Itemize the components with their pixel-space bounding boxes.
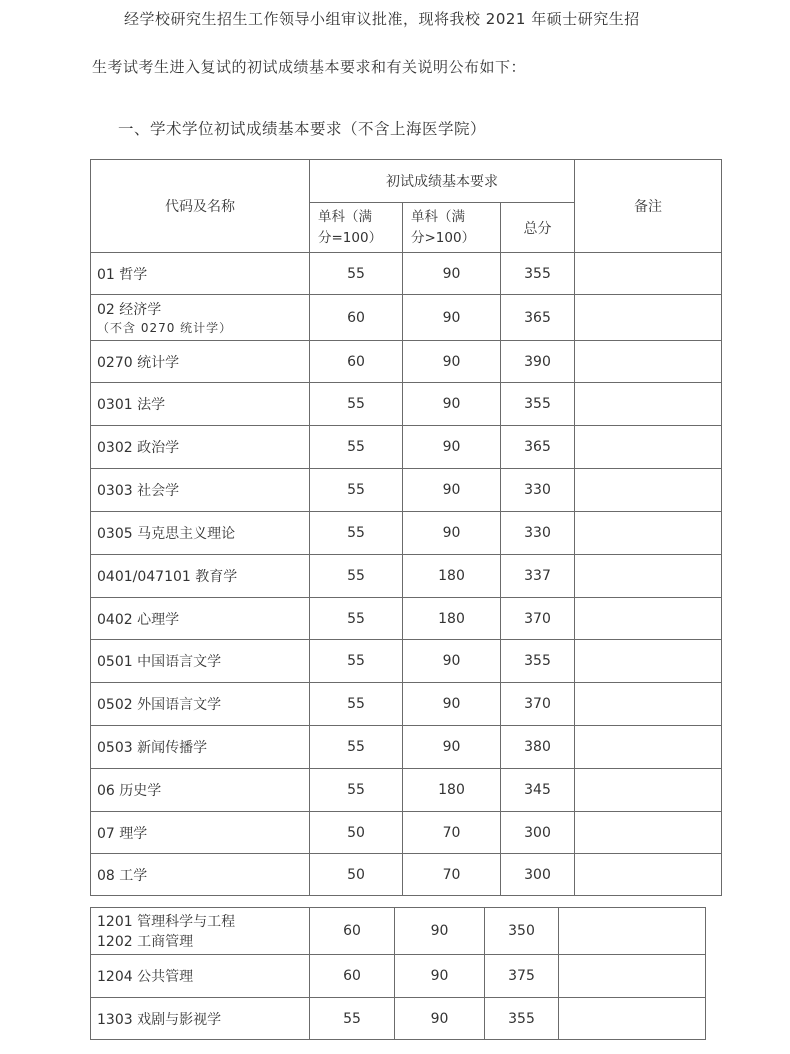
table-row bbox=[91, 640, 722, 683]
cell-remark bbox=[575, 640, 722, 683]
cell-code-name: 1204 公共管理 bbox=[91, 955, 310, 998]
cell-total: 350 bbox=[485, 908, 559, 955]
cell-single-gt100: 180 bbox=[403, 555, 501, 598]
header-total: 总分 bbox=[501, 203, 575, 253]
cell-single-gt100: 90 bbox=[403, 426, 501, 469]
table-row bbox=[91, 769, 722, 812]
cell-code-name: 1303 戏剧与影视学 bbox=[91, 998, 310, 1040]
cell-remark bbox=[559, 955, 706, 998]
table-row bbox=[91, 512, 722, 555]
cell-total: 355 bbox=[501, 253, 575, 295]
cell-remark bbox=[559, 998, 706, 1040]
cell-code-name: 01 哲学 bbox=[91, 253, 310, 295]
intro-line-1: 经学校研究生招生工作领导小组审议批准，现将我校 2021 年硕士研究生招 bbox=[124, 10, 640, 28]
cell-remark bbox=[575, 683, 722, 726]
cell-code-name: 02 经济学 （不含 0270 统计学） bbox=[91, 295, 310, 341]
cell-single-100: 60 bbox=[310, 295, 403, 341]
cell-total: 330 bbox=[501, 469, 575, 512]
cell-single-100: 55 bbox=[310, 769, 403, 812]
cell-code-name: 0303 社会学 bbox=[91, 469, 310, 512]
table-row bbox=[91, 812, 722, 854]
cell-remark bbox=[575, 854, 722, 896]
cell-code-name: 0501 中国语言文学 bbox=[91, 640, 310, 683]
cell-single-100: 55 bbox=[310, 469, 403, 512]
table-row bbox=[91, 426, 722, 469]
header-code-name: 代码及名称 bbox=[91, 160, 310, 253]
cell-single-100: 55 bbox=[310, 253, 403, 295]
cell-single-gt100: 90 bbox=[403, 341, 501, 383]
cell-single-100: 55 bbox=[310, 598, 403, 640]
table-row bbox=[91, 908, 706, 955]
cell-total: 337 bbox=[501, 555, 575, 598]
cell-code-name: 0502 外国语言文学 bbox=[91, 683, 310, 726]
table-row bbox=[91, 253, 722, 295]
table-row bbox=[91, 555, 722, 598]
cell-single-100: 55 bbox=[310, 512, 403, 555]
cell-single-gt100: 90 bbox=[403, 253, 501, 295]
cell-single-gt100: 90 bbox=[403, 295, 501, 341]
cell-single-gt100: 90 bbox=[403, 726, 501, 769]
cell-single-100: 55 bbox=[310, 640, 403, 683]
cell-single-100: 50 bbox=[310, 812, 403, 854]
cell-single-gt100: 90 bbox=[395, 955, 485, 998]
cell-single-100: 60 bbox=[310, 341, 403, 383]
cell-total: 300 bbox=[501, 812, 575, 854]
header-remarks: 备注 bbox=[575, 160, 722, 253]
cell-code-name: 0402 心理学 bbox=[91, 598, 310, 640]
cell-code-name: 08 工学 bbox=[91, 854, 310, 896]
cell-remark bbox=[575, 769, 722, 812]
header-single-gt100: 单科（满 分>100） bbox=[403, 203, 501, 253]
cell-remark bbox=[575, 426, 722, 469]
cell-single-gt100: 90 bbox=[395, 908, 485, 955]
cell-single-100: 55 bbox=[310, 683, 403, 726]
cell-remark bbox=[575, 383, 722, 426]
cell-single-gt100: 90 bbox=[403, 512, 501, 555]
cell-total: 355 bbox=[485, 998, 559, 1040]
table-row bbox=[91, 295, 722, 341]
table-row bbox=[91, 998, 706, 1040]
cell-total: 390 bbox=[501, 341, 575, 383]
cell-single-gt100: 180 bbox=[403, 598, 501, 640]
cell-remark bbox=[575, 295, 722, 341]
cell-single-gt100: 90 bbox=[403, 383, 501, 426]
cell-code-name: 0302 政治学 bbox=[91, 426, 310, 469]
table-row bbox=[91, 598, 722, 640]
cell-code-name: 0301 法学 bbox=[91, 383, 310, 426]
cell-total: 345 bbox=[501, 769, 575, 812]
table-row bbox=[91, 854, 722, 896]
cell-single-gt100: 70 bbox=[403, 854, 501, 896]
cell-remark bbox=[575, 555, 722, 598]
cell-code-name: 1201 管理科学与工程 1202 工商管理 bbox=[91, 908, 310, 955]
cell-remark bbox=[575, 812, 722, 854]
cell-single-gt100: 90 bbox=[403, 683, 501, 726]
cell-single-gt100: 90 bbox=[403, 469, 501, 512]
table-row bbox=[91, 683, 722, 726]
table-row bbox=[91, 955, 706, 998]
cell-code-name: 07 理学 bbox=[91, 812, 310, 854]
cell-total: 355 bbox=[501, 383, 575, 426]
cell-single-gt100: 90 bbox=[395, 998, 485, 1040]
cell-total: 330 bbox=[501, 512, 575, 555]
cell-remark bbox=[575, 726, 722, 769]
cell-total: 355 bbox=[501, 640, 575, 683]
table-row bbox=[91, 726, 722, 769]
cell-single-100: 55 bbox=[310, 726, 403, 769]
cell-total: 365 bbox=[501, 426, 575, 469]
cell-single-100: 55 bbox=[310, 555, 403, 598]
cell-code-name: 06 历史学 bbox=[91, 769, 310, 812]
cell-remark bbox=[575, 512, 722, 555]
cell-total: 375 bbox=[485, 955, 559, 998]
cell-single-gt100: 180 bbox=[403, 769, 501, 812]
cell-total: 370 bbox=[501, 598, 575, 640]
cell-remark bbox=[559, 908, 706, 955]
header-single-100: 单科（满 分=100） bbox=[310, 203, 403, 253]
table-row bbox=[91, 383, 722, 426]
cell-code-name: 0401/047101 教育学 bbox=[91, 555, 310, 598]
cell-single-100: 60 bbox=[310, 908, 395, 955]
score-table bbox=[90, 159, 722, 896]
cell-code-name: 0503 新闻传播学 bbox=[91, 726, 310, 769]
cell-total: 300 bbox=[501, 854, 575, 896]
cell-single-gt100: 70 bbox=[403, 812, 501, 854]
cell-total: 365 bbox=[501, 295, 575, 341]
table-row bbox=[91, 469, 722, 512]
cell-remark bbox=[575, 469, 722, 512]
cell-single-100: 55 bbox=[310, 998, 395, 1040]
cell-code-name: 0270 统计学 bbox=[91, 341, 310, 383]
header-requirements: 初试成绩基本要求 bbox=[310, 160, 575, 203]
cell-remark bbox=[575, 341, 722, 383]
cell-code-name: 0305 马克思主义理论 bbox=[91, 512, 310, 555]
score-table-continued bbox=[90, 907, 706, 1040]
cell-remark bbox=[575, 598, 722, 640]
cell-single-100: 55 bbox=[310, 426, 403, 469]
cell-single-100: 50 bbox=[310, 854, 403, 896]
cell-single-100: 60 bbox=[310, 955, 395, 998]
section-heading: 一、学术学位初试成绩基本要求（不含上海医学院） bbox=[118, 120, 487, 138]
cell-total: 380 bbox=[501, 726, 575, 769]
cell-remark bbox=[575, 253, 722, 295]
cell-single-gt100: 90 bbox=[403, 640, 501, 683]
intro-line-2: 生考试考生进入复试的初试成绩基本要求和有关说明公布如下： bbox=[92, 58, 527, 76]
cell-total: 370 bbox=[501, 683, 575, 726]
table-row bbox=[91, 341, 722, 383]
cell-single-100: 55 bbox=[310, 383, 403, 426]
